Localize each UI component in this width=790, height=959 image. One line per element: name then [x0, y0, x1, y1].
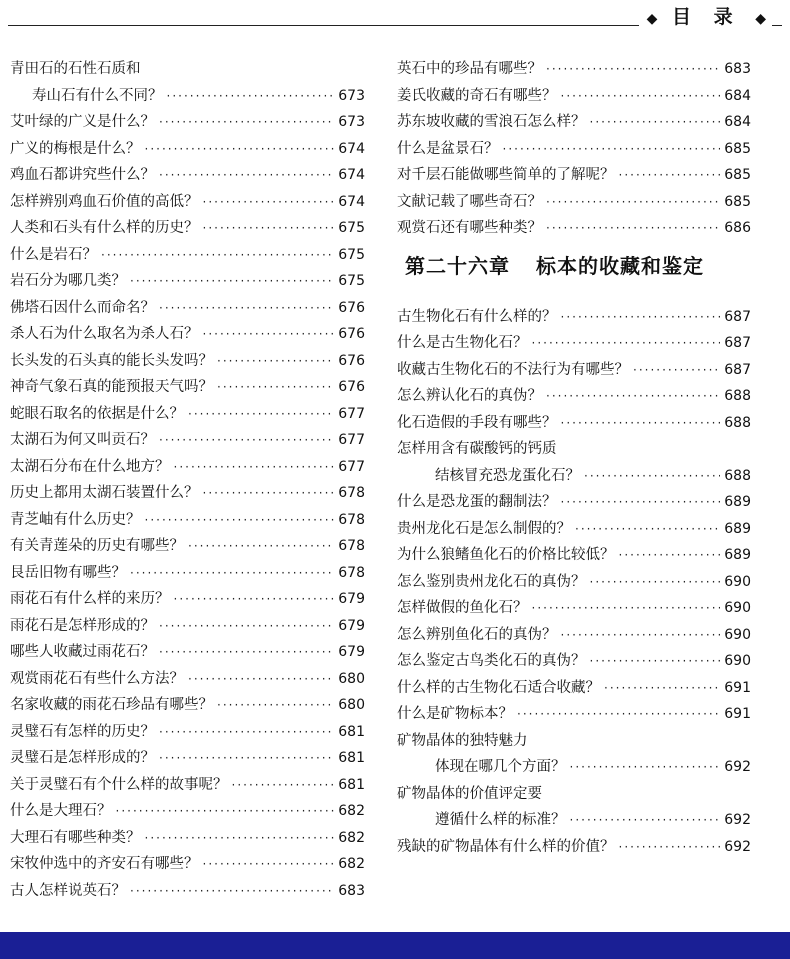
leader-dots [590, 109, 721, 136]
toc-entry-title: 太湖石分布在什么地方？ [10, 458, 170, 475]
toc-entry-title: 青芝岫有什么历史？ [10, 511, 141, 528]
toc-entry-page: 681 [338, 750, 365, 766]
toc-entry-page: 677 [338, 432, 365, 448]
leader-dots [570, 754, 721, 781]
toc-entry[interactable] [397, 215, 751, 242]
leader-dots [517, 701, 720, 728]
toc-entry-title: 神奇气象石真的能预报天气吗？ [10, 379, 213, 395]
toc-entry-page: 677 [338, 405, 365, 422]
toc-entry-title: 什么是大理石？ [10, 803, 112, 819]
leader-dots [188, 533, 334, 560]
toc-right-column [397, 56, 751, 860]
leader-dots [174, 586, 335, 613]
leader-dots [590, 569, 721, 596]
toc-entry-title: 青田石的石性石质和 [10, 61, 141, 77]
toc-entry-page: 685 [724, 167, 751, 183]
leader-dots [575, 516, 720, 543]
toc-entry[interactable] [10, 719, 365, 746]
leader-dots [619, 542, 721, 569]
toc-entry-page: 678 [338, 511, 365, 528]
toc-entry-page: 673 [338, 87, 365, 104]
toc-entry[interactable] [397, 109, 751, 136]
toc-entry-title: 佛塔石因什么而命名？ [10, 299, 155, 316]
toc-entry-title: 灵璧石是怎样形成的？ [10, 750, 155, 766]
toc-right-bottom [397, 304, 751, 861]
toc-entry[interactable] [397, 463, 751, 490]
header-title [639, 2, 772, 29]
leader-dots [546, 215, 720, 242]
toc-entry-title: 艮岳旧物有哪些？ [10, 564, 126, 581]
toc-entry[interactable] [397, 189, 751, 216]
toc-entry-title: 太湖石为何又叫贡石？ [10, 432, 155, 448]
toc-entry[interactable] [397, 383, 751, 410]
leader-dots [561, 489, 721, 516]
leader-dots [203, 321, 335, 348]
toc-entry-page: 689 [724, 494, 751, 510]
toc-entry[interactable] [397, 83, 751, 110]
toc-entry-page: 678 [338, 538, 365, 554]
toc-entry-title: 广义的梅根是什么？ [10, 140, 141, 157]
toc-entry[interactable] [10, 189, 365, 216]
header-title-text: 目 录 [671, 6, 741, 28]
toc-entry[interactable] [397, 357, 751, 384]
toc-entry-page: 679 [338, 591, 365, 607]
toc-entry-page: 690 [724, 626, 751, 643]
leader-dots [174, 454, 335, 481]
toc-entry-title: 遵循什么样的标准？ [435, 812, 566, 828]
toc-entry-title: 怎么辨别鱼化石的真伪？ [397, 626, 557, 643]
toc-entry-title: 体现在哪几个方面？ [435, 759, 566, 775]
toc-entry[interactable] [10, 162, 365, 189]
toc-entry[interactable] [10, 136, 365, 163]
toc-entry[interactable] [10, 825, 365, 852]
toc-entry-page: 679 [338, 644, 365, 660]
leader-dots [159, 719, 334, 746]
toc-entry-page: 692 [724, 759, 751, 775]
toc-entry-page: 675 [338, 273, 365, 289]
leader-dots [203, 480, 335, 507]
toc-entry-page: 676 [338, 379, 365, 395]
leader-dots [159, 613, 334, 640]
toc-entry-page: 681 [338, 723, 365, 740]
leader-dots [532, 330, 721, 357]
toc-entry-page: 687 [724, 335, 751, 351]
toc-entry-title: 杀人石为什么取名为杀人石？ [10, 326, 199, 342]
toc-entry-title: 什么是恐龙蛋的翻制法？ [397, 494, 557, 510]
toc-entry[interactable] [397, 162, 751, 189]
toc-entry[interactable] [10, 666, 365, 693]
toc-entry[interactable] [10, 692, 365, 719]
toc-entry-title: 什么是岩石？ [10, 246, 97, 263]
leader-dots [130, 560, 334, 587]
leader-dots [145, 507, 335, 534]
leader-dots [217, 348, 334, 375]
toc-entry[interactable] [10, 586, 365, 613]
leader-dots [188, 666, 334, 693]
toc-entry[interactable] [10, 798, 365, 825]
toc-entry-page: 684 [724, 114, 751, 130]
toc-entry-page: 680 [338, 670, 365, 687]
leader-dots [546, 189, 720, 216]
page-header [0, 0, 790, 40]
toc-entry-page: 674 [338, 167, 365, 183]
toc-entry[interactable] [397, 781, 751, 808]
toc-entry-title: 英石中的珍品有哪些？ [397, 61, 542, 77]
toc-entry-page: 688 [724, 388, 751, 404]
leader-dots [159, 162, 334, 189]
toc-entry-page: 691 [724, 679, 751, 696]
toc-entry-title: 寿山石有什么不同？ [32, 87, 163, 104]
toc-entry-title: 雨花石有什么样的来历？ [10, 591, 170, 607]
toc-entry-title: 什么是古生物化石？ [397, 335, 528, 351]
toc-entry[interactable] [10, 533, 365, 560]
toc-entry-title: 艾叶绿的广义是什么？ [10, 114, 155, 130]
toc-entry[interactable] [397, 56, 751, 83]
toc-entry[interactable] [397, 675, 751, 702]
toc-entry-page: 690 [724, 653, 751, 669]
toc-entry-title: 矿物晶体的价值评定要 [397, 785, 542, 802]
toc-entry[interactable] [10, 401, 365, 428]
toc-entry[interactable] [397, 622, 751, 649]
toc-entry-page: 678 [338, 485, 365, 501]
toc-entry-title: 宋牧仲选中的齐安石有哪些？ [10, 856, 199, 872]
toc-entry-title: 什么是矿物标本？ [397, 706, 513, 722]
toc-entry-page: 680 [338, 697, 365, 713]
toc-left-column [10, 56, 365, 904]
chapter-number: 第二十六章 [405, 253, 510, 278]
toc-entry-title: 怎么辨认化石的真伪？ [397, 388, 542, 404]
toc-entry[interactable] [10, 454, 365, 481]
toc-entry[interactable] [10, 109, 365, 136]
toc-entry[interactable] [397, 648, 751, 675]
toc-entry[interactable] [10, 878, 365, 905]
toc-entry-title: 人类和石头有什么样的历史？ [10, 220, 199, 236]
toc-entry[interactable] [397, 569, 751, 596]
toc-entry-page: 687 [724, 361, 751, 378]
leader-dots [217, 692, 334, 719]
toc-entry-page: 689 [724, 520, 751, 537]
leader-dots [590, 648, 721, 675]
toc-entry[interactable] [10, 772, 365, 799]
toc-entry-title: 苏东坡收藏的雪浪石怎么样？ [397, 114, 586, 130]
toc-entry-page: 683 [724, 61, 751, 77]
toc-entry-title: 蛇眼石取名的依据是什么？ [10, 405, 184, 422]
toc-entry[interactable] [10, 56, 365, 83]
toc-entry[interactable] [397, 728, 751, 755]
footer-bar [0, 932, 790, 959]
leader-dots [203, 215, 335, 242]
toc-entry-title: 鸡血石都讲究些什么？ [10, 167, 155, 183]
toc-entry[interactable] [10, 242, 365, 269]
toc-entry-page: 686 [724, 220, 751, 236]
toc-entry-title: 大理石有哪些种类？ [10, 829, 141, 846]
toc-entry[interactable] [10, 507, 365, 534]
leader-dots [145, 136, 335, 163]
leader-dots [145, 825, 335, 852]
toc-entry-title: 名家收藏的雨花石珍品有哪些？ [10, 697, 213, 713]
toc-entry[interactable] [397, 410, 751, 437]
toc-entry-page: 688 [724, 467, 751, 484]
leader-dots [561, 410, 721, 437]
toc-entry-page: 691 [724, 706, 751, 722]
toc-entry[interactable] [10, 348, 365, 375]
toc-entry[interactable] [10, 480, 365, 507]
toc-entry-page: 678 [338, 564, 365, 581]
toc-entry-title: 姜氏收藏的奇石有哪些？ [397, 87, 557, 104]
toc-entry-page: 690 [724, 573, 751, 590]
leader-dots [217, 374, 334, 401]
toc-entry-page: 673 [338, 114, 365, 130]
leader-dots [159, 109, 334, 136]
toc-entry-title: 什么是盆景石？ [397, 140, 499, 157]
leader-dots [159, 639, 334, 666]
toc-entry-page: 690 [724, 600, 751, 616]
toc-entry[interactable] [397, 136, 751, 163]
toc-entry-title: 残缺的矿物晶体有什么样的价值？ [397, 838, 615, 855]
toc-entry[interactable] [10, 639, 365, 666]
toc-entry-page: 682 [338, 829, 365, 846]
toc-entry-title: 雨花石是怎样形成的？ [10, 617, 155, 634]
leader-dots [619, 162, 721, 189]
toc-entry-title: 怎样用含有碳酸钙的钙质 [397, 441, 557, 457]
chapter-title: 标本的收藏和鉴定 [536, 253, 704, 278]
toc-entry-title: 关于灵璧石有个什么样的故事呢？ [10, 776, 228, 793]
toc-entry[interactable] [10, 613, 365, 640]
diamond-icon: ◆ [755, 11, 766, 27]
toc-entry[interactable] [397, 542, 751, 569]
toc-entry-title: 收藏古生物化石的不法行为有哪些？ [397, 361, 629, 378]
leader-dots [101, 242, 334, 269]
leader-dots [159, 295, 334, 322]
toc-entry-page: 683 [338, 882, 365, 899]
toc-entry-page: 679 [338, 617, 365, 634]
toc-entry-page: 682 [338, 856, 365, 872]
toc-entry[interactable] [397, 807, 751, 834]
toc-entry[interactable] [10, 851, 365, 878]
toc-entry-title: 对千层石能做哪些简单的了解呢？ [397, 167, 615, 183]
leader-dots [232, 772, 335, 799]
toc-entry-title: 长头发的石头真的能长头发吗？ [10, 352, 213, 369]
toc-entry-title: 文献记载了哪些奇石？ [397, 193, 542, 210]
leader-dots [159, 427, 334, 454]
toc-entry[interactable] [10, 83, 365, 110]
toc-entry[interactable] [397, 436, 751, 463]
toc-entry-title: 古生物化石有什么样的？ [397, 308, 557, 325]
toc-entry[interactable] [10, 427, 365, 454]
leader-dots [167, 83, 335, 110]
toc-entry[interactable] [397, 516, 751, 543]
leader-dots [561, 83, 721, 110]
leader-dots [503, 136, 721, 163]
toc-entry-title: 结核冒充恐龙蛋化石？ [435, 467, 580, 484]
toc-entry-title: 历史上都用太湖石装置什么？ [10, 485, 199, 501]
toc-entry-title: 怎样辨别鸡血石价值的高低？ [10, 193, 199, 210]
toc-entry-title: 怎么鉴定古鸟类化石的真伪？ [397, 653, 586, 669]
toc-entry-page: 685 [724, 193, 751, 210]
toc-entry-title: 哪些人收藏过雨花石？ [10, 644, 155, 660]
leader-dots [188, 401, 334, 428]
toc-entry-page: 692 [724, 812, 751, 828]
toc-entry-page: 687 [724, 308, 751, 325]
toc-entry-page: 675 [338, 220, 365, 236]
leader-dots [130, 878, 334, 905]
toc-entry-page: 689 [724, 547, 751, 563]
toc-entry[interactable] [397, 595, 751, 622]
toc-entry-title: 古人怎样说英石？ [10, 882, 126, 899]
toc-entry-page: 674 [338, 140, 365, 157]
chapter-heading [397, 242, 751, 304]
toc-entry[interactable] [397, 304, 751, 331]
leader-dots [532, 595, 721, 622]
toc-entry-title: 观赏石还有哪些种类？ [397, 220, 542, 236]
toc-entry[interactable] [10, 374, 365, 401]
toc-entry[interactable] [397, 489, 751, 516]
toc-entry[interactable] [397, 330, 751, 357]
toc-entry-title: 贵州龙化石是怎么制假的？ [397, 520, 571, 537]
toc-entry[interactable] [10, 321, 365, 348]
leader-dots [116, 798, 335, 825]
leader-dots [570, 807, 721, 834]
toc-entry[interactable] [10, 215, 365, 242]
toc-entry-title: 为什么狼鳍鱼化石的价格比较低？ [397, 547, 615, 563]
toc-entry-title: 什么样的古生物化石适合收藏？ [397, 679, 600, 696]
toc-entry-page: 688 [724, 414, 751, 431]
leader-dots [546, 383, 720, 410]
toc-entry[interactable] [10, 745, 365, 772]
toc-entry-title: 灵璧石有怎样的历史？ [10, 723, 155, 740]
toc-entry[interactable] [397, 834, 751, 861]
toc-entry-title: 矿物晶体的独特魅力 [397, 732, 528, 749]
toc-entry[interactable] [10, 268, 365, 295]
toc-entry-title: 岩石分为哪几类？ [10, 273, 126, 289]
toc-entry-page: 681 [338, 776, 365, 793]
leader-dots [561, 304, 721, 331]
leader-dots [584, 463, 720, 490]
toc-entry-page: 676 [338, 299, 365, 316]
leader-dots [130, 268, 334, 295]
toc-entry-title: 观赏雨花石有些什么方法？ [10, 670, 184, 687]
leader-dots [604, 675, 720, 702]
diamond-icon: ◆ [646, 11, 658, 27]
toc-entry-page: 674 [338, 193, 365, 210]
toc-entry[interactable] [10, 560, 365, 587]
toc-entry-title: 化石造假的手段有哪些？ [397, 414, 557, 431]
toc-entry-page: 684 [724, 87, 751, 104]
toc-entry[interactable] [397, 754, 751, 781]
toc-entry-title: 怎么鉴别贵州龙化石的真伪？ [397, 573, 586, 590]
leader-dots [546, 56, 720, 83]
toc-entry-page: 692 [724, 838, 751, 855]
leader-dots [619, 834, 721, 861]
toc-entry-page: 676 [338, 326, 365, 342]
toc-entry-page: 677 [338, 458, 365, 475]
toc-entry-title: 有关青莲朵的历史有哪些？ [10, 538, 184, 554]
leader-dots [561, 622, 721, 649]
leader-dots [203, 851, 335, 878]
toc-entry-page: 682 [338, 803, 365, 819]
toc-entry-page: 685 [724, 140, 751, 157]
toc-entry-page: 675 [338, 246, 365, 263]
toc-right-top [397, 56, 751, 242]
toc-entry[interactable] [397, 701, 751, 728]
toc-entry[interactable] [10, 295, 365, 322]
toc-entry-title: 怎样做假的鱼化石？ [397, 600, 528, 616]
leader-dots [159, 745, 334, 772]
leader-dots [203, 189, 335, 216]
toc-entry-page: 676 [338, 352, 365, 369]
leader-dots [633, 357, 720, 384]
